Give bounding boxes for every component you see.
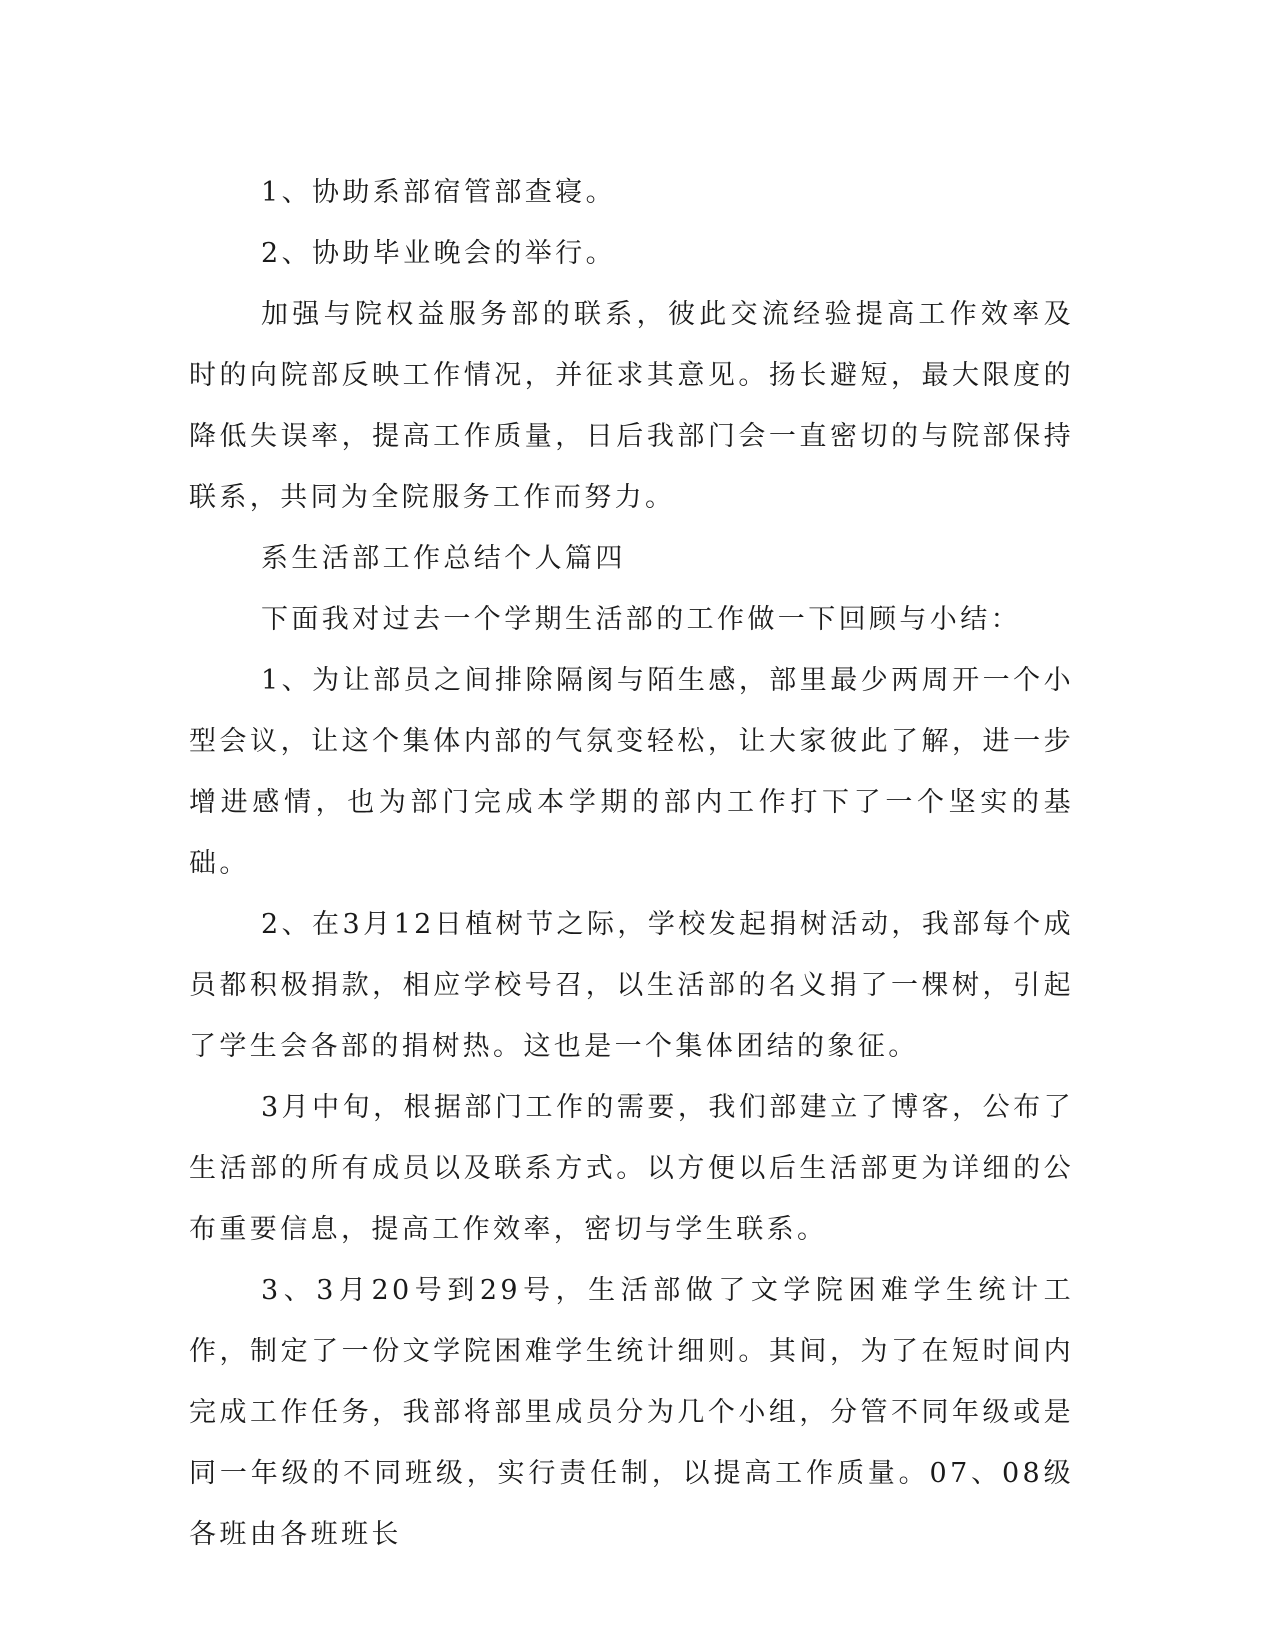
paragraph-tree-planting: 2、在3月12日植树节之际，学校发起捐树活动，我部每个成员都积极捐款，相应学校号召，以生活部的名义捐了一棵树，引起了学生会各部的捐树热。这也是一个集体团结的象征。	[189, 909, 1074, 1062]
paragraph-item-1: 1、协助系部宿管部查寝。	[261, 177, 616, 208]
paragraph-statistics: 3、3月20号到29号，生活部做了文学院困难学生统计工作，制定了一份文学院困难学生统计细则。其间，为了在短时间内完成工作任务，我部将部里成员分为几个小组，分管不同年级或是同一年级的不同班级，实行责任制，以提高工作质量。07、08级各班由各班班长	[189, 1275, 1074, 1550]
section-heading: 系生活部工作总结个人篇四	[261, 543, 626, 574]
paragraph-intro: 下面我对过去一个学期生活部的工作做一下回顾与小结：	[261, 604, 1021, 635]
paragraph-meeting: 1、为让部员之间排除隔阂与陌生感，部里最少两周开一个小型会议，让这个集体内部的气氛变轻松，让大家彼此了解，进一步增进感情，也为部门完成本学期的部内工作打下了一个坚实的基础。	[189, 665, 1074, 879]
paragraph-item-2: 2、协助毕业晚会的举行。	[261, 238, 616, 269]
paragraph-contact-department: 加强与院权益服务部的联系，彼此交流经验提高工作效率及时的向院部反映工作情况，并征求其意见。扬长避短，最大限度的降低失误率，提高工作质量，日后我部门会一直密切的与院部保持联系，共同为全院服务工作而努力。	[189, 299, 1074, 513]
document-body	[189, 162, 1074, 1565]
paragraph-blog: 3月中旬，根据部门工作的需要，我们部建立了博客，公布了生活部的所有成员以及联系方式。以方便以后生活部更为详细的公布重要信息，提高工作效率，密切与学生联系。	[189, 1092, 1074, 1245]
